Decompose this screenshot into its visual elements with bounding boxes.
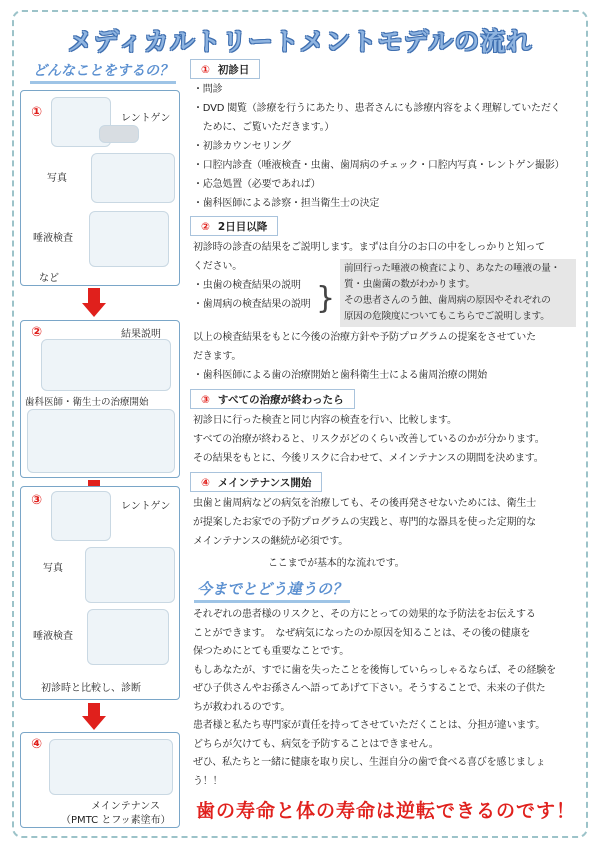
section4-header: ④ メインテナンス開始 xyxy=(190,472,322,492)
section2-header: ② 2日目以降 xyxy=(190,216,278,236)
xray-machine-illustration xyxy=(99,125,139,143)
section4-body: 虫歯と歯周病などの病気を治療しても、その後再発させないためには、衛生士 が提案したお家での予防プログラムの実践と、専門的な器具を使った定期的な メインテナンスの継続が必須です。 xyxy=(193,498,536,547)
left-heading: どんなことをするの？ xyxy=(30,60,176,84)
diff-body: それぞれの患者様のリスクと、その方にとっての効果的な予防法をお伝えする ことができます。 なぜ病気になったのか原因を知ることは、その後の健康を 保つためにとても重要なことです。 もしあなたが、すでに歯を失ったことを後悔していらっしゃるならば、その経験を ぜひ子供さんやお孫さんへ語ってあげて下さい。そうすることで、未来の子供た ちが救われるのです。 患者様と私たち専門家が責任を持ってさせていただくことは、分担が違います。 どちらが欠けても、病気を予防することはできません。 ぜひ、私たちと一緒に健康を取り戻し、生涯自分の歯で食べる喜びを感じましょ う！！ xyxy=(193,609,556,787)
diff-heading: 今までとどう違うの？ xyxy=(194,578,350,603)
section3-body: 初診日に行った検査と同じ内容の検査を行い、比較します。 すべての治療が終わると、リスクがどのくらい改善しているのかが分かります。 その結果をもとに、今後リスクに合わせて、メインテナンスの期間を決めます。 xyxy=(193,415,545,464)
flow-arrow xyxy=(88,288,100,304)
closing-text: ここまでが基本的な流れです。 xyxy=(268,558,405,569)
step3-box xyxy=(20,486,180,700)
label-saliva: 唾液検査 xyxy=(33,631,73,642)
label-saliva: 唾液検査 xyxy=(33,233,73,244)
section3-header: ③ すべての治療が終わったら xyxy=(190,389,355,409)
step4-box xyxy=(20,732,180,828)
label-xray: レントゲン xyxy=(121,113,171,124)
section2-intro: 初診時の診査の結果をご説明します。まずは自分のお口の中をしっかりと知って ください。 xyxy=(193,242,545,272)
page-title: メディカルトリートメントモデルの流れ xyxy=(67,27,533,56)
saliva-illustration xyxy=(89,211,169,267)
label-treatment-start: 歯科医師・衛生士の治療開始 xyxy=(25,397,149,408)
step-number: ④ xyxy=(31,737,43,752)
label-result: 結果説明 xyxy=(121,329,161,340)
photo-illustration xyxy=(85,547,175,603)
flow-arrow xyxy=(88,703,100,717)
step-number: ① xyxy=(31,105,43,120)
patient-illustration xyxy=(51,491,111,541)
consultation-illustration xyxy=(41,339,171,391)
step2-box xyxy=(20,320,180,478)
label-maintenance: メインテナンス xyxy=(91,801,160,812)
photo-illustration xyxy=(91,153,175,203)
label-photo: 写真 xyxy=(43,563,63,574)
label-xray: レントゲン xyxy=(121,501,171,512)
saliva-illustration xyxy=(87,609,169,665)
step-number: ② xyxy=(31,325,43,340)
maintenance-illustration xyxy=(49,739,173,795)
brace: } xyxy=(316,281,336,316)
section2-note: 前回行った唾液の検査により、あなたの唾液の量・ 質・虫歯菌の数がわかります。 その患者さんのう蝕、歯周病の原因やそれぞれの 原因の危険度についてもこちらでご説明します。 xyxy=(340,259,576,327)
label-pmtc: （PMTC とフッ素塗布） xyxy=(61,815,171,826)
label-photo: 写真 xyxy=(47,173,67,184)
section2-items: ・虫歯の検査結果の説明 ・歯周病の検査結果の説明 xyxy=(193,280,311,310)
step1-box xyxy=(20,90,180,286)
label-etc: など xyxy=(39,273,59,284)
section1-body: ・問診 ・DVD 閲覧（診療を行うにあたり、患者さんにも診療内容をよく理解していただく ために、ご覧いただきます。） ・初診カウンセリング ・口腔内診査（唾液検査・虫歯、歯周病のチェック・口腔内写真・レントゲン撮影） ・応急処置（必要であれば） ・歯科医師による診察・担当衛生士の決定 xyxy=(193,84,565,209)
treatment-illustration xyxy=(27,409,175,473)
label-diagnosis: 初診時と比較し、診断 xyxy=(41,683,141,694)
section1-header: ① 初診日 xyxy=(190,59,260,79)
section2-after: 以上の検査結果をもとに今後の治療方針や予防プログラムの提案をさせていた だきます。 ・歯科医師による歯の治療開始と歯科衛生士による歯周治療の開始 xyxy=(193,332,536,381)
slogan: 歯の寿命と体の寿命は逆転できるのです！ xyxy=(196,800,577,822)
step-number: ③ xyxy=(31,493,43,508)
